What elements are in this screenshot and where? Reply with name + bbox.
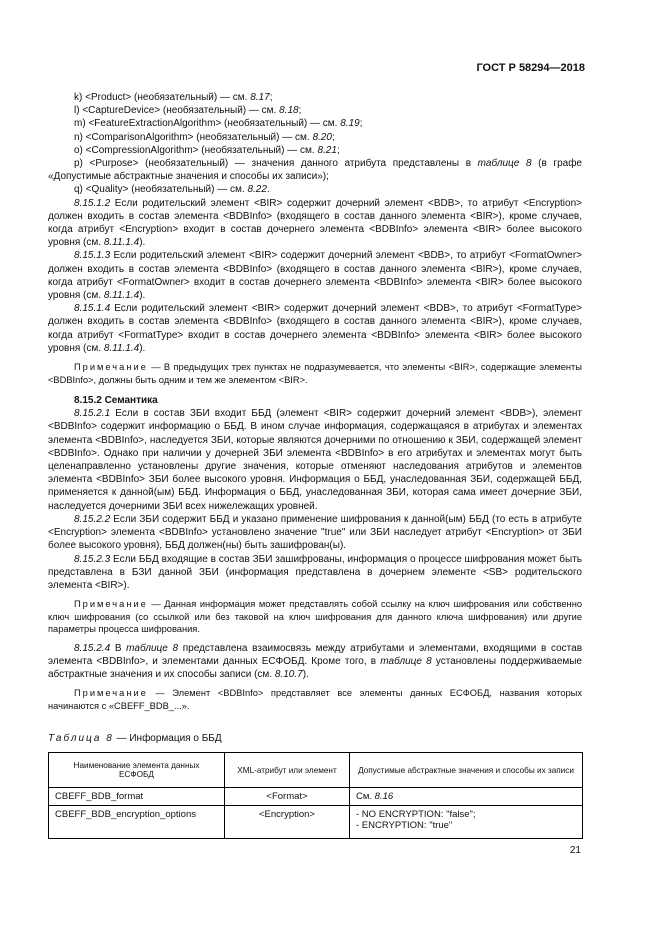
document-number: ГОСТ Р 58294—2018 (476, 62, 585, 74)
table-header-row (49, 753, 583, 788)
table-caption: Таблица 8 — Информация о ББД (48, 733, 222, 744)
table-header: Наименование элемента данных ЕСФОБД (49, 753, 225, 788)
table-cell: См. 8.16 (350, 788, 583, 806)
paragraph: 8.15.1.2 Если родительский элемент <BIR> содержит дочерний элемент <BDB>, то атрибут <Encryption> должен входить в состав элемента <BDBInfo> (входящего в состав данного элемента <BIR>), кроме случаев, когда атрибут <Encryption> входит в состав дочернего элемента <BDBInfo> элемента <BIR> более высокого уровня (см. 8.11.1.4). (48, 197, 582, 249)
section-title: 8.15.2 Семантика (74, 395, 158, 407)
list-item: p) <Purpose> (необязательный) — значения данного атрибута представлены в таблице 8 (в графе «Допустимые абстрактные значения и способы их записи»); (48, 158, 582, 183)
list-item: l) <CaptureDevice> (необязательный) — см. 8.18; (74, 105, 302, 117)
table-cell: CBEFF_BDB_encryption_options (49, 806, 225, 839)
bdb-info-table (48, 752, 583, 839)
list-item: m) <FeatureExtractionAlgorithm> (необязательный) — см. 8.19; (74, 118, 363, 130)
note: Примечание — Элемент <BDBInfo> представляет все элементы данных ЕСФОБД, названия которых начинаются с «CBEFF_BDB_...». (48, 688, 582, 711)
table-cell: <Format> (225, 788, 350, 806)
paragraph: 8.15.2.2 Если ЗБИ содержит ББД и указано применение шифрования к данной(ым) ББД (то есть в атрибуте <Encryption> элемента <BDBInfo> установлено значение "true" или ЗБИ наследует атрибут <Encryption> от ЗБИ более высокого уровня), ББД должен(ны) быть зашифрован(ы). (48, 513, 582, 552)
paragraph: 8.15.2.1 Если в состав ЗБИ входит ББД (элемент <BIR> содержит дочерний элемент <BDB>), элемент <BDBInfo> содержит информацию о ББД. В ином случае информация, содержащаяся в атрибутах и элементах элемента <BDBInfo>, наследуется ЗБИ, которые являются дочерними по отношению к ЗБИ, содержащей элемент <BDBInfo>. Однако при наличии у дочерней ЗБИ элемента <BDBInfo> в его атрибутах и элементах могут быть целенаправленно установлены другие значения, которые отменяют наследования атрибутов и элементов элемента <BDBInfo> ЗБИ более высокого уровня. Информация о ББД, унаследованная ЗБИ, содержащей ББД, применяется к данной(ым) ББД. Информация о ББД, унаследованная ЗБИ, которая сама имеет дочерние ЗБИ, наследуется дочерними ЗБИ всех нижележащих уровней. (48, 408, 582, 512)
paragraph: 8.15.2.3 Если ББД входящие в состав ЗБИ зашифрованы, информация о процессе шифрования может быть представлена в БЗИ данной ЗБИ (информация представлена в дочернем элементе <SB> родительского элемента <BIR>). (48, 553, 582, 591)
note: Примечание — Данная информация может представлять собой ссылку на ключ шифрования или собственно ключ шифрования (со ссылкой или без таковой на ключ шифрования для данного ключа шифрования) или другие параметры процесса шифрования. (48, 599, 582, 635)
table-cell: - NO ENCRYPTION: "false"; - ENCRYPTION: "true" (350, 806, 583, 839)
list-item: n) <ComparisonAlgorithm> (необязательный) — см. 8.20; (74, 131, 335, 143)
table-cell: CBEFF_BDB_format (49, 788, 225, 806)
note: Примечание — В предыдущих трех пунктах не подразумевается, что элементы <BIR>, содержащие элементы <BDBInfo>, должны быть одним и тем же элементом <BIR>. (48, 362, 582, 385)
list-item: q) <Quality> (необязательный) — см. 8.22. (74, 184, 270, 196)
table-cell: <Encryption> (225, 806, 350, 839)
paragraph: 8.15.1.3 Если родительский элемент <BIR> содержит дочерний элемент <BDB>, то атрибут <FormatOwner> должен входить в состав элемента <BDBInfo> (входящего в состав данного элемента <BIR>), кроме случаев, когда атрибут <FormatOwner> входит в состав дочернего элемента <BDBInfo> элемента <BIR> более высокого уровня (см. 8.11.1.4). (48, 250, 582, 302)
table-row (49, 806, 583, 839)
table-row (49, 788, 583, 806)
page-number: 21 (569, 845, 581, 856)
table-header: Допустимые абстрактные значения и способы их записи (350, 753, 583, 788)
table-header: XML-атрибут или элемент (225, 753, 350, 788)
list-item: k) <Product> (необязательный) — см. 8.17; (74, 92, 273, 103)
list-item: o) <CompressionAlgorithm> (необязательный) — см. 8.21; (74, 144, 340, 156)
main-text (48, 91, 582, 712)
paragraph: 8.15.1.4 Если родительский элемент <BIR> содержит дочерний элемент <BDB>, то атрибут <FormatType> должен входить в состав элемента <BDBInfo> (входящего в состав данного элемента <BIR>), кроме случаев, когда атрибут <FormatType> входит в состав дочернего элемента <BDBInfo> элемента <BIR> более высокого уровня (см. 8.11.1.4). (48, 303, 582, 354)
paragraph: 8.15.2.4 В таблице 8 представлена взаимосвязь между атрибутами и элементами, входящими в состав элемента <BDBInfo>, и элементами данных ЕСФОБД. Кроме того, в таблице 8 установлены поддерживаемые абстрактные значения и их способы записи (см. 8.10.7). (48, 642, 583, 681)
